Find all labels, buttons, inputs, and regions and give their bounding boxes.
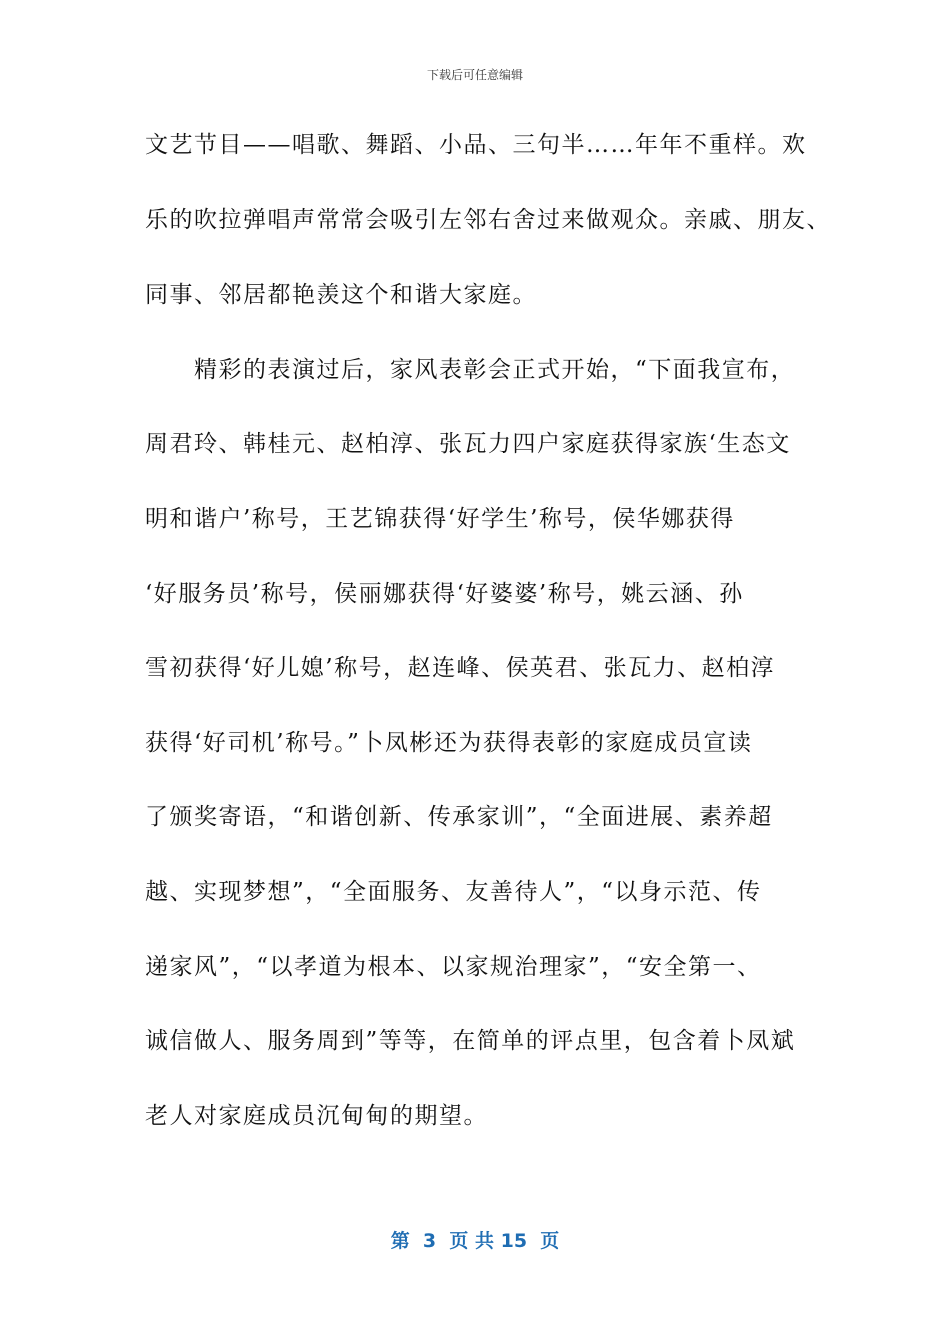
text-line: 明和谐户’称号，王艺锦获得‘好学生’称号，侯华娜获得 (145, 506, 735, 532)
text-line: 同事、邻居都艳羡这个和谐大家庭。 (145, 282, 537, 308)
text-line: 文艺节目——唱歌、舞蹈、小品、三句半……年年不重样。欢 (145, 132, 807, 158)
text-line: 获得‘好司机’称号。”卜凤彬还为获得表彰的家庭成员宣读 (145, 730, 753, 756)
text-line: 乐的吹拉弹唱声常常会吸引左邻右舍过来做观众。亲戚、朋友、 (145, 207, 831, 233)
text-line: 诚信做人、服务周到”等等，在简单的评点里，包含着卜凤斌 (145, 1028, 796, 1054)
text-line: 越、实现梦想”，“全面服务、友善待人”，“以身示范、传 (145, 879, 762, 905)
text-line: 雪初获得‘好儿媳’称号，赵连峰、侯英君、张瓦力、赵柏淳 (145, 655, 776, 681)
page-header: 下载后可任意编辑 (426, 68, 523, 82)
text-line: 了颁奖寄语，“和谐创新、传承家训”，“全面进展、素养超 (145, 804, 773, 830)
text-line: 精彩的表演过后，家风表彰会正式开始，“下面我宣布， (145, 357, 796, 383)
text-line: ‘好服务员’称号，侯丽娜获得‘好婆婆’称号，姚云涵、孙 (145, 581, 744, 607)
text-line: 老人对家庭成员沉甸甸的期望。 (145, 1103, 488, 1129)
page-number-footer: 第 3 页 共 15 页 (390, 1230, 560, 1252)
text-line: 递家风”，“以孝道为根本、以家规治理家”，“安全第一、 (145, 954, 762, 980)
text-line: 周君玲、韩桂元、赵柏淳、张瓦力四户家庭获得家族‘生态文 (145, 431, 791, 457)
